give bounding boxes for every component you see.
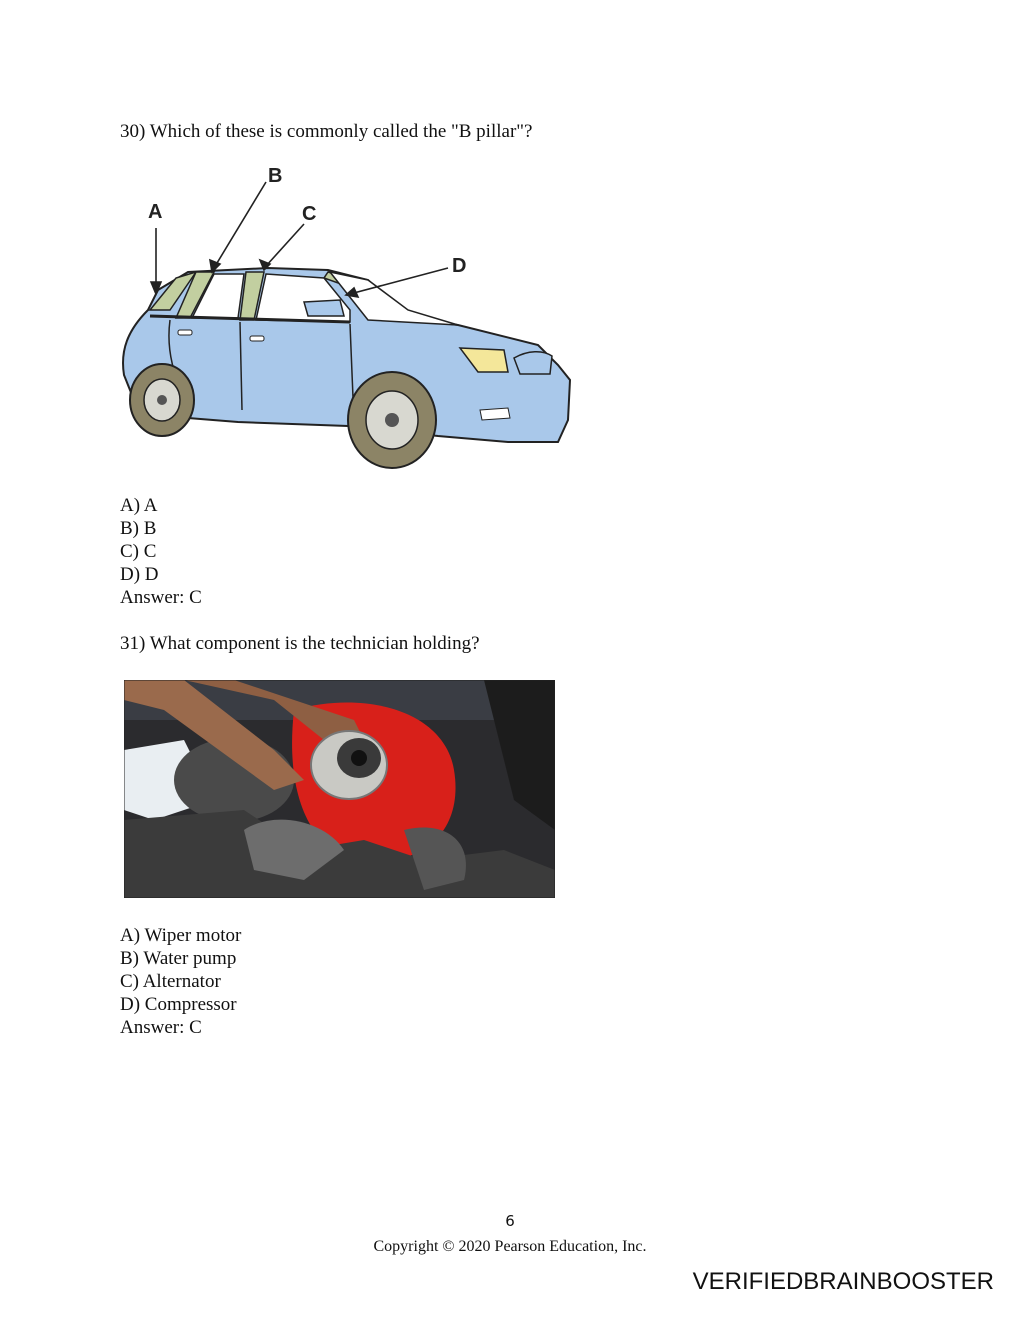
option-a: A) Wiper motor [120, 925, 242, 946]
question-31-text: 31) What component is the technician holding? [120, 633, 480, 654]
side-mirror [304, 300, 344, 316]
car-pillar-diagram [118, 160, 578, 480]
technician-holding-alternator-photo [124, 680, 555, 898]
copyright-notice: Copyright © 2020 Pearson Education, Inc. [373, 1238, 647, 1255]
label-d: D [452, 255, 467, 277]
front-wheel [348, 372, 436, 468]
label-a: A [148, 201, 163, 223]
option-c: C) Alternator [120, 971, 221, 992]
rear-wheel [130, 364, 194, 436]
label-b: B [268, 165, 283, 187]
question-30-options [120, 494, 202, 609]
watermark: VERIFIEDBRAINBOOSTER [692, 1268, 994, 1295]
question-30-text: 30) Which of these is commonly called the "B pillar"? [120, 121, 533, 142]
alternator [311, 731, 387, 799]
question-31-options [120, 924, 241, 1039]
answer: Answer: C [120, 1017, 202, 1038]
option-b: B) Water pump [120, 948, 237, 969]
label-c: C [302, 203, 317, 225]
page-number: 6 [505, 1212, 515, 1230]
option-d: D) Compressor [120, 994, 237, 1015]
answer: Answer: C [120, 587, 202, 608]
option-b: B) B [120, 518, 157, 539]
option-d: D) D [120, 564, 159, 585]
option-a: A) A [120, 495, 158, 516]
option-c: C) C [120, 541, 157, 562]
